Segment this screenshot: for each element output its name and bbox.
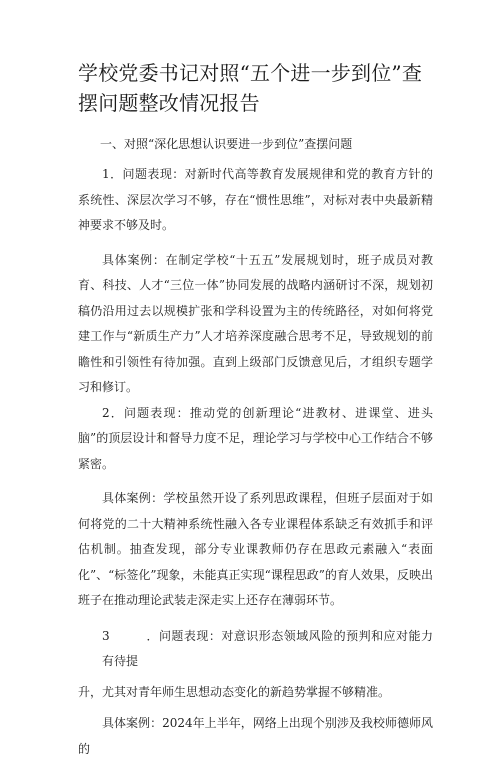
document-body [78, 132, 433, 762]
issue-3-text: ．问题表现：对意识形态领域风险的预判和应对能力有待提 [102, 628, 433, 668]
section-heading: 一、对照“深化思想认识要进一步到位”查摆问题 [100, 137, 353, 151]
paragraph-case-1: 具体案例：在制定学校“十五五”发展规划时，班子成员对教育、科技、人才“三位一体”协同发展的战略内涵研讨不深，规划初稿仍沿用过去以规模扩张和学科设置为主的传统路径，对如何将党建工作与“新质生产力”人才培养深度融合思考不足，导致规划的前瞻性和引领性有待加强。直到上级部门反馈意见后，才组织专题学习和修订。 [78, 252, 433, 394]
paragraph-issue-3 [78, 624, 433, 675]
paragraph-issue-3-continued: 升，尤其对青年师生思想动态变化的新趋势掌握不够精准。 [78, 684, 391, 699]
paragraph-case-2: 具体案例：学校虽然开设了系列思政课程，但班子层面对于如何将党的二十大精神系统性融入各专业课程体系缺乏有效抓手和评估机制。抽查发现，部分专业课教师仍存在思政元素融入“表面化”、“标签化”现象，未能真正实现“课程思政”的育人效果，反映出班子在推动理论武装走深走实上还存在薄弱环节。 [78, 491, 433, 607]
paragraph-issue-2: 2．问题表现：推动党的创新理论“进教材、进课堂、进头脑”的顶层设计和督导力度不足，理论学习与学校中心工作结合不够紧密。 [78, 405, 433, 471]
paragraph-case-3: 具体案例：2024年上半年，网络上出现个别涉及我校师德师风的 [78, 716, 433, 756]
issue-3-number: 3 [102, 628, 110, 643]
paragraph-issue-1: 1．问题表现：对新时代高等教育发展规律和党的教育方针的系统性、深层次学习不够，存在“惯性思维”，对标对表中央最新精神要求不够及时。 [78, 167, 433, 232]
document-title: 学校党委书记对照“五个进一步到位”查摆问题整改情况报告 [78, 61, 423, 115]
